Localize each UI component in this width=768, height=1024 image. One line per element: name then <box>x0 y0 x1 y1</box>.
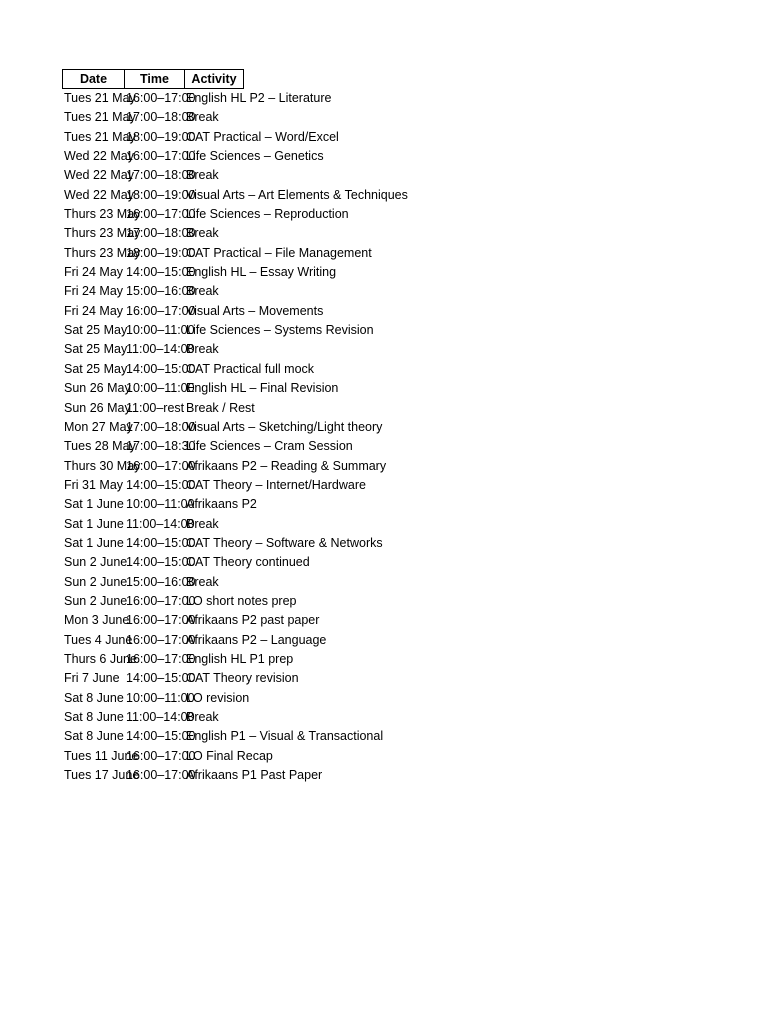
table-row <box>62 360 722 379</box>
cell-date[interactable]: Sat 8 June <box>64 729 124 744</box>
cell-activity[interactable]: Life Sciences – Cram Session <box>186 439 353 454</box>
cell-time[interactable]: 14:00–15:00 <box>126 361 196 376</box>
cell-activity[interactable]: Break <box>186 110 219 125</box>
cell-date[interactable]: Thurs 23 May <box>64 207 141 222</box>
table-row <box>62 147 722 166</box>
cell-date[interactable]: Tues 21 May <box>64 91 136 105</box>
cell-date[interactable]: Sun 2 June <box>64 593 128 608</box>
cell-time[interactable]: 11:00–14:00 <box>126 342 195 357</box>
cell-time[interactable]: 14:00–15:00 <box>126 265 196 280</box>
cell-time[interactable]: 10:00–11:00 <box>126 323 195 338</box>
cell-time[interactable]: 16:00–17:00 <box>126 651 196 666</box>
cell-date[interactable]: Sat 1 June <box>64 516 124 531</box>
cell-activity[interactable]: LO short notes prep <box>186 593 297 608</box>
cell-time[interactable]: 18:00–19:00 <box>126 129 196 144</box>
table-row <box>62 689 722 708</box>
table-row <box>62 108 722 127</box>
cell-activity[interactable]: Afrikaans P2 past paper <box>186 613 320 628</box>
cell-date[interactable]: Sat 25 May <box>64 323 128 338</box>
cell-date[interactable]: Wed 22 May <box>64 168 134 183</box>
cell-time[interactable]: 11:00–rest <box>126 400 185 415</box>
cell-time[interactable]: 16:00–17:00 <box>126 458 196 473</box>
cell-activity[interactable]: CAT Practical full mock <box>186 361 315 376</box>
table-row <box>62 708 722 727</box>
cell-date[interactable]: Thurs 23 May <box>64 245 141 260</box>
table-row <box>62 592 722 611</box>
cell-time[interactable]: 18:00–19:00 <box>126 245 196 260</box>
table-row <box>62 302 722 321</box>
table-row <box>62 611 722 630</box>
cell-date[interactable]: Mon 27 May <box>64 419 133 434</box>
cell-date[interactable]: Fri 31 May <box>64 477 124 492</box>
cell-date[interactable]: Thurs 23 May <box>64 226 141 241</box>
table-row <box>62 379 722 398</box>
cell-time[interactable]: 16:00–17:00 <box>126 303 196 318</box>
cell-date[interactable]: Fri 24 May <box>64 284 124 299</box>
cell-activity[interactable]: Break <box>186 168 219 183</box>
cell-activity[interactable]: CAT Theory revision <box>186 671 299 686</box>
cell-activity[interactable]: Life Sciences – Reproduction <box>186 207 349 222</box>
cell-activity[interactable]: Break <box>186 226 219 241</box>
spreadsheet-sheet <box>62 69 722 785</box>
cell-date[interactable]: Sat 1 June <box>64 497 124 512</box>
table-row <box>62 166 722 185</box>
table-row <box>62 282 722 301</box>
cell-date[interactable]: Mon 3 June <box>64 613 130 628</box>
table-row <box>62 766 722 785</box>
cell-time[interactable]: 17:00–18:00 <box>126 226 196 241</box>
cell-date[interactable]: Sat 8 June <box>64 710 124 724</box>
cell-activity[interactable]: Break / Rest <box>186 400 255 415</box>
cell-time[interactable]: 16:00–17:00 <box>126 632 196 647</box>
cell-activity[interactable]: English HL P2 – Literature <box>186 91 332 105</box>
table-row <box>62 553 722 572</box>
cell-date[interactable]: Sat 1 June <box>64 535 124 550</box>
cell-time[interactable]: 16:00–17:00 <box>126 768 196 783</box>
table-row <box>62 437 722 456</box>
cell-time[interactable]: 10:00–11:00 <box>126 690 195 705</box>
table-row <box>62 418 722 437</box>
cell-activity[interactable]: Break <box>186 342 219 357</box>
cell-date[interactable]: Fri 24 May <box>64 303 124 318</box>
table-row <box>62 321 722 340</box>
table-row <box>62 399 722 418</box>
cell-date[interactable]: Tues 11 June <box>64 748 139 763</box>
table-body <box>62 89 722 785</box>
cell-time[interactable]: 16:00–17:00 <box>126 149 196 164</box>
cell-date[interactable]: Fri 7 June <box>64 671 120 686</box>
cell-date[interactable]: Thurs 30 May <box>64 458 141 473</box>
cell-date[interactable]: Sun 2 June <box>64 574 128 589</box>
cell-activity[interactable]: Break <box>186 516 219 531</box>
cell-activity[interactable]: Break <box>186 574 219 589</box>
cell-activity[interactable]: English HL P1 prep <box>186 651 294 666</box>
cell-activity[interactable]: Afrikaans P2 – Language <box>186 632 327 647</box>
cell-activity[interactable]: Visual Arts – Sketching/Light theory <box>186 419 383 434</box>
cell-date[interactable]: Wed 22 May <box>64 149 134 164</box>
cell-date[interactable]: Thurs 6 June <box>64 651 137 666</box>
table-row <box>62 631 722 650</box>
table-row <box>62 89 722 108</box>
cell-date[interactable]: Sun 26 May <box>64 381 131 396</box>
cell-time[interactable]: 10:00–11:00 <box>126 381 195 396</box>
cell-date[interactable]: Sat 25 May <box>64 342 128 357</box>
table-row <box>62 573 722 592</box>
cell-time[interactable]: 17:00–18:00 <box>126 419 196 434</box>
header-time[interactable]: Time <box>124 69 184 89</box>
cell-time[interactable]: 17:00–18:30 <box>126 439 196 454</box>
cell-time[interactable]: 14:00–15:00 <box>126 729 196 744</box>
cell-date[interactable]: Sun 2 June <box>64 555 128 570</box>
cell-time[interactable]: 16:00–17:00 <box>126 748 196 763</box>
cell-time[interactable]: 14:00–15:00 <box>126 671 196 686</box>
cell-time[interactable]: 16:00–17:00 <box>126 613 196 628</box>
cell-date[interactable]: Tues 4 June <box>64 632 133 647</box>
cell-activity[interactable]: Break <box>186 710 219 724</box>
cell-date[interactable]: Tues 28 May <box>64 439 136 454</box>
table-row <box>62 669 722 688</box>
header-date[interactable]: Date <box>62 69 124 89</box>
cell-date[interactable]: Tues 21 May <box>64 129 136 144</box>
cell-date[interactable]: Tues 21 May <box>64 110 136 125</box>
cell-date[interactable]: Wed 22 May <box>64 187 134 202</box>
cell-date[interactable]: Tues 17 June <box>64 768 140 783</box>
cell-time[interactable]: 18:00–19:00 <box>126 187 196 202</box>
table-row <box>62 747 722 766</box>
cell-date[interactable]: Sat 8 June <box>64 690 124 705</box>
cell-time[interactable]: 15:00–16:00 <box>126 574 196 589</box>
cell-activity[interactable]: CAT Practical – Word/Excel <box>186 129 339 144</box>
cell-time[interactable]: 14:00–15:00 <box>126 477 196 492</box>
table-row <box>62 457 722 476</box>
cell-time[interactable]: 11:00–14:00 <box>126 516 195 531</box>
cell-time[interactable]: 16:00–17:00 <box>126 593 196 608</box>
cell-activity[interactable]: CAT Theory continued <box>186 555 310 570</box>
table-row <box>62 495 722 514</box>
table-row <box>62 205 722 224</box>
cell-activity[interactable]: Break <box>186 284 219 299</box>
cell-activity[interactable]: Afrikaans P2 – Reading & Summary <box>186 458 387 473</box>
cell-activity[interactable]: English HL – Essay Writing <box>186 265 337 280</box>
cell-activity[interactable]: LO Final Recap <box>186 748 273 763</box>
cell-activity[interactable]: English P1 – Visual & Transactional <box>186 729 384 744</box>
header-activity[interactable]: Activity <box>184 69 244 89</box>
cell-activity[interactable]: Afrikaans P1 Past Paper <box>186 768 323 783</box>
cell-date[interactable]: Sat 25 May <box>64 361 128 376</box>
cell-date[interactable]: Fri 24 May <box>64 265 124 280</box>
cell-activity[interactable]: Visual Arts – Art Elements & Techniques <box>186 187 408 202</box>
table-row <box>62 244 722 263</box>
cell-time[interactable]: 14:00–15:00 <box>126 555 196 570</box>
cell-activity[interactable]: CAT Practical – File Management <box>186 245 372 260</box>
table-header <box>62 69 722 89</box>
table-row <box>62 534 722 553</box>
cell-activity[interactable]: Life Sciences – Genetics <box>186 149 324 164</box>
cell-activity[interactable]: LO revision <box>186 690 250 705</box>
table-row <box>62 128 722 147</box>
cell-time[interactable]: 17:00–18:00 <box>126 110 196 125</box>
cell-activity[interactable]: Afrikaans P2 <box>186 497 257 512</box>
cell-activity[interactable]: CAT Theory – Internet/Hardware <box>186 477 366 492</box>
cell-time[interactable]: 17:00–18:00 <box>126 168 196 183</box>
table-row <box>62 515 722 534</box>
cell-activity[interactable]: English HL – Final Revision <box>186 381 339 396</box>
table-row <box>62 476 722 495</box>
cell-time[interactable]: 11:00–14:00 <box>126 710 195 724</box>
cell-time[interactable]: 15:00–16:00 <box>126 284 196 299</box>
cell-date[interactable]: Sun 26 May <box>64 400 131 415</box>
cell-time[interactable]: 14:00–15:00 <box>126 535 196 550</box>
cell-time[interactable]: 10:00–11:00 <box>126 497 195 512</box>
cell-activity[interactable]: Visual Arts – Movements <box>186 303 324 318</box>
table-row <box>62 224 722 243</box>
cell-activity[interactable]: CAT Theory – Software & Networks <box>186 535 383 550</box>
cell-time[interactable]: 16:00–17:00 <box>126 91 196 105</box>
cell-activity[interactable]: Life Sciences – Systems Revision <box>186 323 374 338</box>
table-row <box>62 263 722 282</box>
table-row <box>62 340 722 359</box>
table-row <box>62 186 722 205</box>
table-row <box>62 650 722 669</box>
table-row <box>62 727 722 746</box>
cell-time[interactable]: 16:00–17:00 <box>126 207 196 222</box>
